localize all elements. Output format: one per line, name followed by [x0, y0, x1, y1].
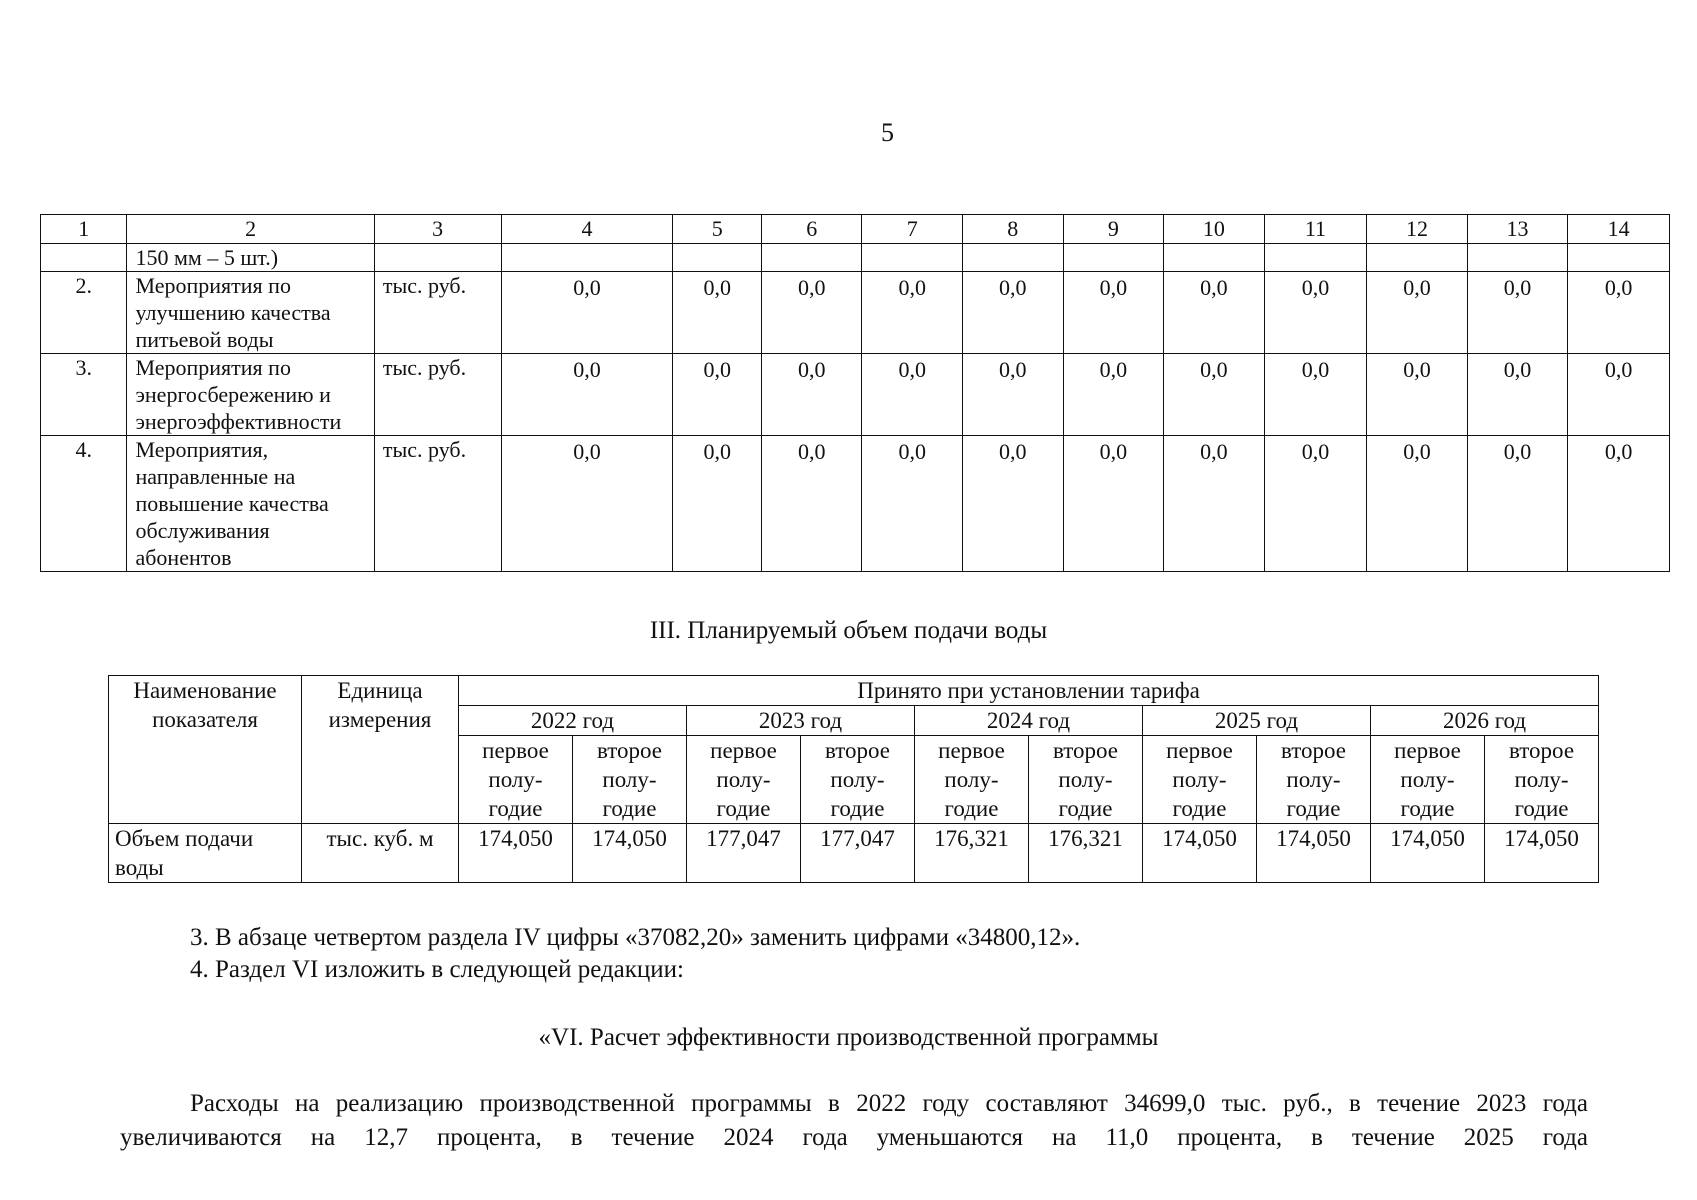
page-number: 5: [881, 118, 894, 147]
row-unit: тыс. руб.: [374, 354, 501, 436]
header-cell: 4: [501, 215, 673, 244]
value-cell: 0,0: [1568, 272, 1670, 354]
row-number: 2.: [41, 272, 127, 354]
row-name: Мероприятия, направленные на повышение качества обслуживания абонентов: [127, 436, 374, 572]
value-cell: 0,0: [862, 436, 963, 572]
row-number: 4.: [41, 436, 127, 572]
value-cell: 0,0: [761, 354, 862, 436]
half-second-header: второе полу- годие: [801, 736, 915, 824]
table-row: [41, 436, 1670, 572]
value-cell: 0,0: [1164, 436, 1265, 572]
value-cell: 176,321: [1029, 824, 1143, 883]
value-cell: 0,0: [1063, 272, 1164, 354]
value-cell: 174,050: [1143, 824, 1257, 883]
row-name: Мероприятия по улучшению качества питьевой воды: [127, 272, 374, 354]
value-cell: 0,0: [1568, 354, 1670, 436]
value-cell: 0,0: [1367, 272, 1468, 354]
water-supply-table: [108, 675, 1599, 883]
value-cell: 0,0: [963, 354, 1064, 436]
value-cell: 0,0: [1367, 436, 1468, 572]
value-cell: 174,050: [1371, 824, 1485, 883]
header-cell: 2: [127, 215, 374, 244]
header-cell: 11: [1264, 215, 1367, 244]
row-number: 3.: [41, 354, 127, 436]
value-cell: 177,047: [801, 824, 915, 883]
value-cell: 177,047: [687, 824, 801, 883]
value-cell: 0,0: [862, 272, 963, 354]
row-name: Мероприятия по энергосбережению и энергоэффективности: [127, 354, 374, 436]
value-cell: 0,0: [1467, 354, 1568, 436]
half-second-header: второе полу- годие: [1485, 736, 1599, 824]
value-cell: 0,0: [1063, 436, 1164, 572]
header-cell: 9: [1063, 215, 1164, 244]
value-cell: 0,0: [1063, 354, 1164, 436]
half-first-header: первое полу- годие: [1371, 736, 1485, 824]
header-cell: 7: [862, 215, 963, 244]
row-unit: тыс. руб.: [374, 272, 501, 354]
header-cell: 5: [673, 215, 761, 244]
col-header-unit: Единица измерения: [302, 676, 459, 824]
value-cell: 0,0: [761, 436, 862, 572]
body-paragraph: Расходы на реализацию производственной программы в 2022 году составляют 34699,0 тыс. руб., в течение 2023 года увеличиваются на 12,7 процента, в течение 2024 года уменьшаются на 11,0 процента, в течение 2025 года: [120, 1090, 1588, 1151]
continuation-text: 150 мм – 5 шт.): [127, 244, 374, 272]
year-header: 2022 год: [459, 706, 687, 736]
year-header: 2025 год: [1143, 706, 1371, 736]
value-cell: 0,0: [673, 354, 761, 436]
year-header: 2026 год: [1371, 706, 1599, 736]
half-first-header: первое полу- годие: [915, 736, 1029, 824]
paragraph-item-3: 3. В абзаце четвертом раздела IV цифры «37082,20» заменить цифрами «34800,12».: [190, 924, 1081, 951]
half-first-header: первое полу- годие: [687, 736, 801, 824]
header-cell: 14: [1568, 215, 1670, 244]
col-header-accepted: Принято при установлении тарифа: [459, 676, 1599, 706]
header-cell: 12: [1367, 215, 1468, 244]
section-title: «VI. Расчет эффективности производственной программы: [538, 1024, 1159, 1051]
value-cell: 0,0: [501, 272, 673, 354]
half-second-header: второе полу- годие: [1029, 736, 1143, 824]
value-cell: 174,050: [1257, 824, 1371, 883]
table-row: [109, 824, 1599, 883]
value-cell: 0,0: [862, 354, 963, 436]
header-cell: 3: [374, 215, 501, 244]
half-first-header: первое полу- годие: [459, 736, 573, 824]
header-cell: 6: [761, 215, 862, 244]
value-cell: 0,0: [1264, 354, 1367, 436]
row-unit: тыс. руб.: [374, 436, 501, 572]
value-cell: 0,0: [761, 272, 862, 354]
header-cell: 8: [963, 215, 1064, 244]
value-cell: 0,0: [1467, 436, 1568, 572]
value-cell: 174,050: [459, 824, 573, 883]
value-cell: 0,0: [1164, 354, 1265, 436]
value-cell: 174,050: [1485, 824, 1599, 883]
header-row: [41, 215, 1670, 244]
value-cell: 176,321: [915, 824, 1029, 883]
year-header: 2024 год: [915, 706, 1143, 736]
half-second-header: второе полу- годие: [573, 736, 687, 824]
row-unit: тыс. куб. м: [302, 824, 459, 883]
value-cell: 0,0: [963, 272, 1064, 354]
year-header: 2023 год: [687, 706, 915, 736]
measures-table: [40, 214, 1670, 572]
value-cell: 0,0: [673, 272, 761, 354]
value-cell: 0,0: [1568, 436, 1670, 572]
half-first-header: первое полу- годие: [1143, 736, 1257, 824]
header-row: [109, 676, 1599, 706]
table-row: [41, 354, 1670, 436]
header-cell: 1: [41, 215, 127, 244]
value-cell: 0,0: [1367, 354, 1468, 436]
value-cell: 0,0: [1467, 272, 1568, 354]
value-cell: 0,0: [673, 436, 761, 572]
col-header-name: Наименование показателя: [109, 676, 302, 824]
value-cell: 0,0: [963, 436, 1064, 572]
value-cell: 0,0: [1264, 272, 1367, 354]
row-name: Объем подачи воды: [109, 824, 302, 883]
value-cell: 0,0: [1264, 436, 1367, 572]
paragraph-item-4: 4. Раздел VI изложить в следующей редакции:: [190, 956, 685, 983]
value-cell: 0,0: [1164, 272, 1265, 354]
section-title: III. Планируемый объем подачи воды: [649, 617, 1048, 644]
value-cell: 174,050: [573, 824, 687, 883]
table-row: [41, 272, 1670, 354]
continuation-row: [41, 244, 1670, 272]
value-cell: 0,0: [501, 436, 673, 572]
value-cell: 0,0: [501, 354, 673, 436]
header-cell: 13: [1467, 215, 1568, 244]
half-second-header: второе полу- годие: [1257, 736, 1371, 824]
header-cell: 10: [1164, 215, 1265, 244]
